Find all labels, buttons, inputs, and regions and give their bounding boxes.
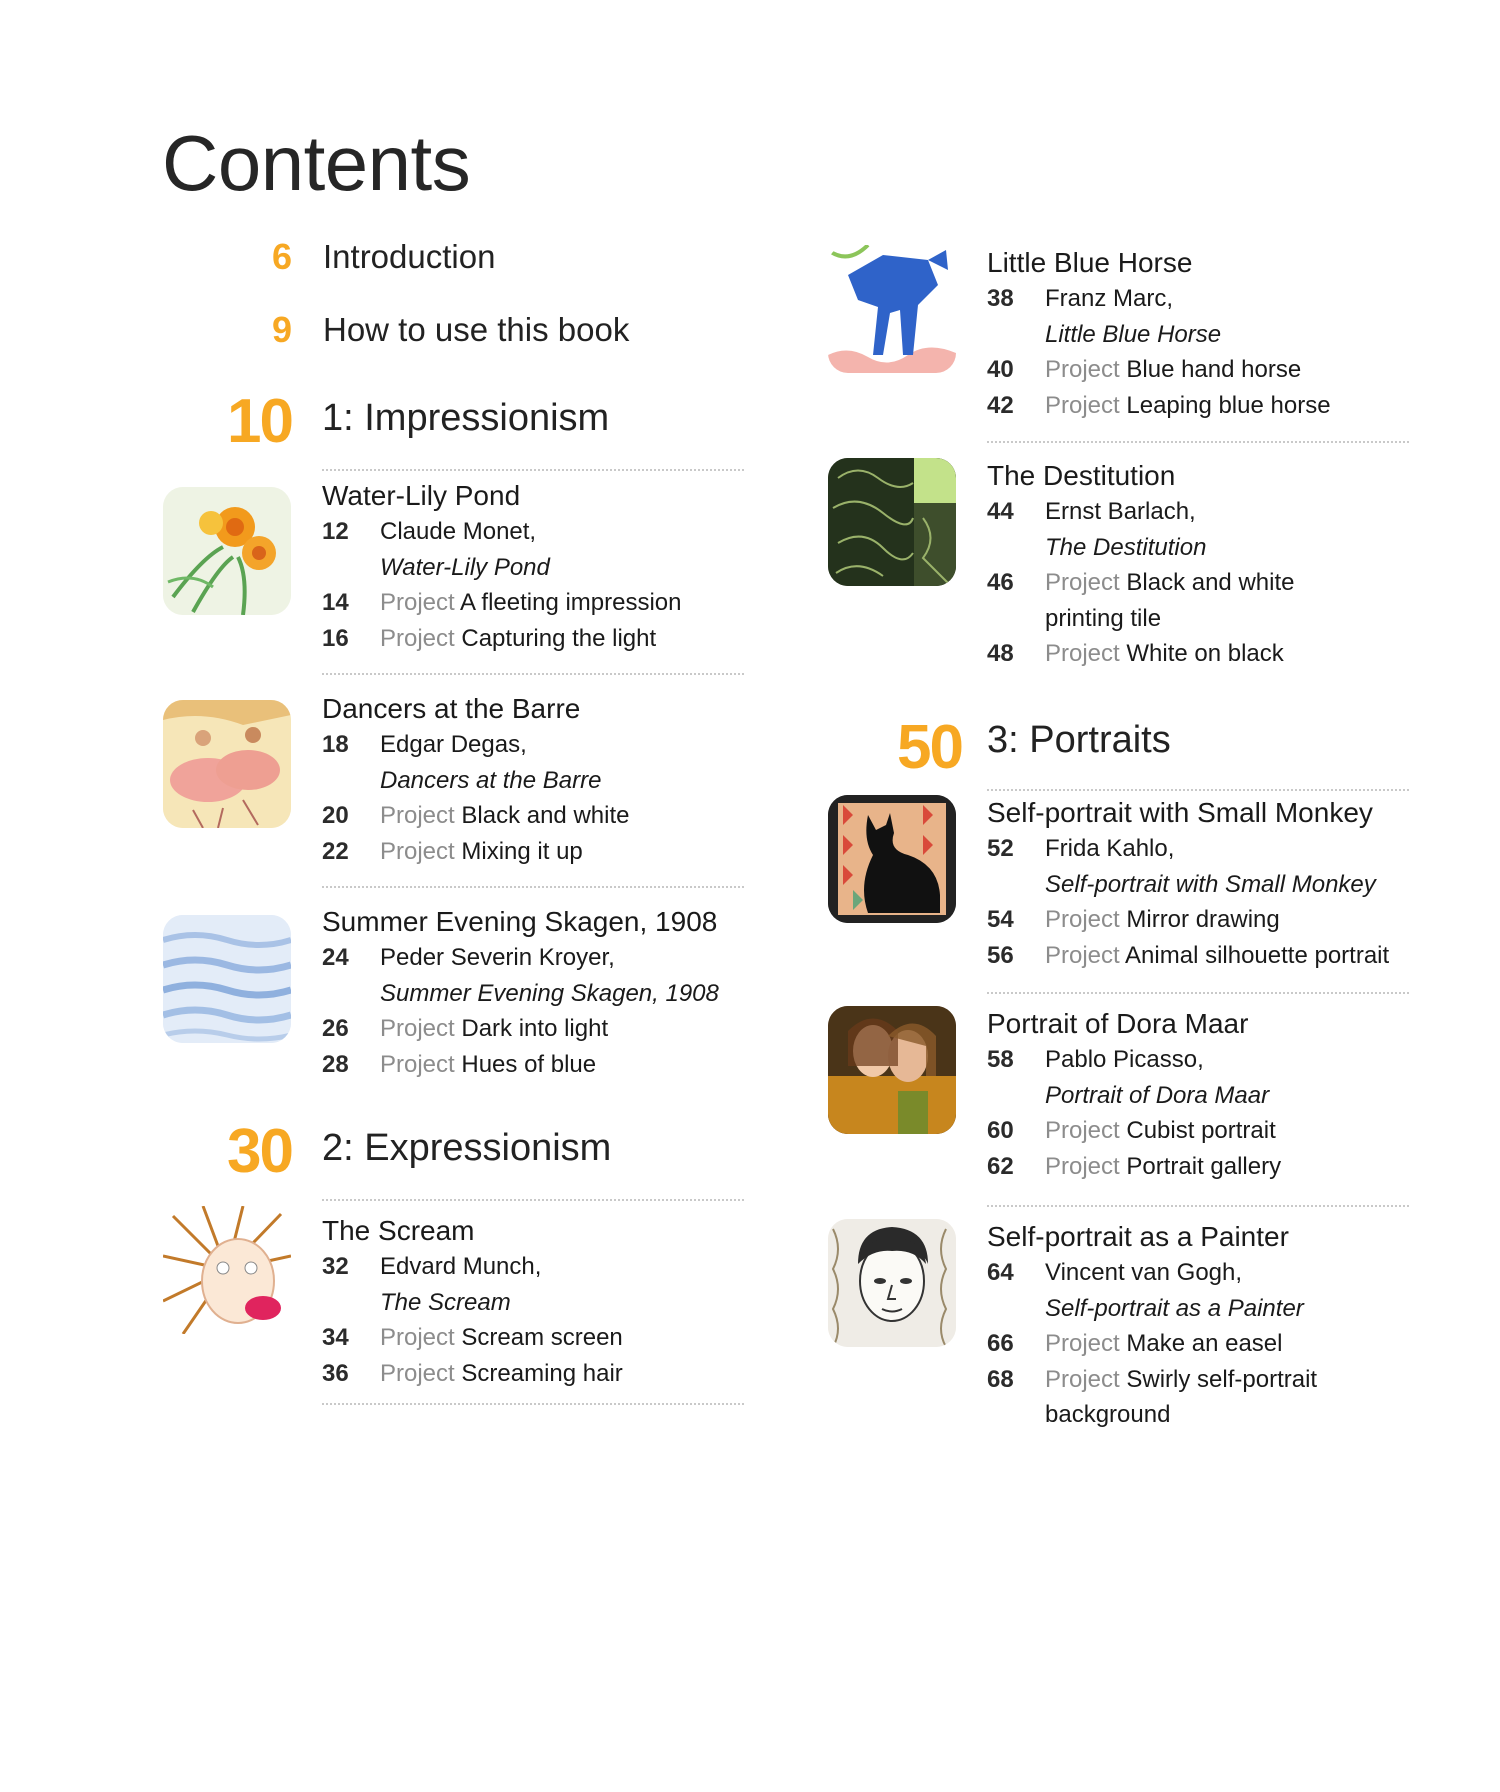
- entry-title: Little Blue Horse: [987, 247, 1193, 278]
- project-row: [322, 834, 742, 870]
- chapter-title: 1: Impressionism: [322, 397, 610, 439]
- page-number: 38: [987, 285, 1014, 312]
- project-row: [322, 798, 742, 834]
- divider: [987, 992, 1409, 994]
- project-title-continued: background: [1045, 1401, 1171, 1428]
- chapter-page-number: 50: [897, 713, 962, 782]
- artwork-row: [322, 976, 742, 1012]
- project-prefix: Project: [1045, 906, 1120, 933]
- artwork-title: Water-Lily Pond: [380, 553, 550, 581]
- entry-title: Summer Evening Skagen, 1908: [322, 906, 718, 937]
- project-prefix: Project: [380, 837, 455, 865]
- page-number: 44: [987, 498, 1014, 525]
- contents-entry: [987, 458, 1407, 672]
- project-prefix: Project: [380, 802, 455, 829]
- project-row: [322, 585, 742, 621]
- chapter-title: 2: Expressionism: [322, 1127, 612, 1169]
- artist-name: Ernst Barlach,: [1045, 498, 1196, 525]
- front-page-number: 9: [271, 309, 292, 350]
- dancers-thumbnail: [163, 700, 291, 828]
- entry-title: The Scream: [322, 1215, 475, 1246]
- page-number: 54: [987, 906, 1014, 933]
- project-title: Portrait gallery: [1126, 1152, 1282, 1180]
- project-title-continued: printing tile: [1045, 604, 1162, 632]
- project-row: [987, 565, 1407, 601]
- project-title: Leaping blue horse: [1126, 391, 1331, 419]
- blue-hand-horse-thumbnail: [828, 245, 956, 373]
- artist-row: [322, 940, 742, 976]
- artwork-row: [987, 530, 1407, 566]
- chapter-page-number: 30: [227, 1117, 292, 1186]
- project-prefix: Project: [380, 1324, 455, 1351]
- page-number: 46: [987, 569, 1014, 596]
- project-row: [322, 621, 742, 657]
- page-number: 32: [322, 1253, 349, 1280]
- project-prefix: Project: [1045, 941, 1120, 969]
- divider: [322, 673, 744, 675]
- front-item-label: How to use this book: [323, 311, 630, 348]
- project-prefix: Project: [1045, 391, 1120, 419]
- project-prefix: Project: [380, 589, 455, 616]
- project-prefix: Project: [1045, 1117, 1120, 1144]
- page-number: 40: [987, 356, 1014, 383]
- contents-entry: [322, 1213, 742, 1391]
- artist-name: Edgar Degas,: [380, 731, 527, 758]
- page-number: 18: [322, 731, 349, 758]
- artist-row: [987, 1255, 1407, 1291]
- artwork-title: Self-portrait with Small Monkey: [1045, 870, 1376, 898]
- project-title: Black and white: [1126, 569, 1295, 596]
- entry-title: Self-portrait as a Painter: [987, 1221, 1289, 1252]
- project-row: [322, 1320, 742, 1356]
- artwork-row: [987, 1078, 1407, 1114]
- artwork-row: [322, 763, 742, 799]
- page-number: 22: [322, 837, 349, 865]
- contents-entry: [987, 795, 1407, 973]
- project-prefix: Project: [380, 1015, 455, 1042]
- divider: [322, 1199, 744, 1201]
- project-title: Mirror drawing: [1126, 906, 1280, 933]
- divider: [322, 469, 744, 471]
- contents-entry: [322, 478, 742, 656]
- artwork-title: Summer Evening Skagen, 1908: [380, 979, 719, 1007]
- project-title: Capturing the light: [461, 624, 657, 652]
- project-row: [987, 1362, 1407, 1398]
- project-prefix: Project: [1045, 1152, 1120, 1180]
- project-row: [987, 1149, 1407, 1185]
- project-row: [987, 1113, 1407, 1149]
- project-prefix: Project: [380, 624, 455, 652]
- entry-title: The Destitution: [987, 460, 1176, 491]
- artwork-row: [987, 317, 1407, 353]
- artwork-row: [322, 550, 742, 586]
- artwork-row: [322, 1285, 742, 1321]
- project-prefix: Project: [1045, 1330, 1120, 1357]
- artist-row: [322, 727, 742, 763]
- blue-sea-thumbnail: [163, 915, 291, 1043]
- project-title: Mixing it up: [461, 837, 583, 865]
- scream-face-thumbnail: [163, 1206, 291, 1334]
- project-row: [322, 1047, 742, 1083]
- artwork-title: Self-portrait as a Painter: [1045, 1294, 1304, 1322]
- printing-tile-thumbnail: [828, 458, 956, 586]
- project-title: Scream screen: [461, 1324, 623, 1351]
- artwork-title: The Destitution: [1045, 533, 1207, 561]
- page-number: 68: [987, 1365, 1014, 1393]
- project-title: Swirly self-portrait: [1126, 1365, 1318, 1393]
- yellow-flowers-thumbnail: [163, 487, 291, 615]
- contents-entry: [322, 691, 742, 869]
- chapter-page-number: 10: [227, 387, 292, 456]
- page-number: 60: [987, 1117, 1014, 1144]
- page-number: 16: [322, 624, 349, 652]
- page-title: Contents: [162, 119, 471, 207]
- artwork-title: The Scream: [380, 1288, 511, 1316]
- artist-row: [987, 831, 1407, 867]
- cat-silhouette-thumbnail: [828, 795, 956, 923]
- project-row: [987, 636, 1407, 672]
- page-number: 26: [322, 1015, 349, 1042]
- contents-entry: [987, 1006, 1407, 1184]
- artist-row: [987, 1042, 1407, 1078]
- cubist-portrait-thumbnail: [828, 1006, 956, 1134]
- artist-name: Claude Monet,: [380, 518, 537, 545]
- front-item-label: Introduction: [323, 238, 496, 275]
- project-row-continued: [987, 1397, 1407, 1433]
- divider: [987, 441, 1409, 443]
- entry-title: Portrait of Dora Maar: [987, 1008, 1249, 1039]
- entry-title: Water-Lily Pond: [322, 480, 521, 511]
- artist-name: Pablo Picasso,: [1045, 1046, 1204, 1073]
- project-title: Dark into light: [461, 1015, 609, 1042]
- artist-row: [322, 514, 742, 550]
- page-number: 24: [322, 944, 349, 971]
- page-number: 52: [987, 835, 1014, 862]
- page-number: 42: [987, 391, 1014, 419]
- project-title: Cubist portrait: [1126, 1117, 1276, 1144]
- divider: [322, 886, 744, 888]
- project-title: Animal silhouette portrait: [1125, 941, 1390, 969]
- entry-title: Self-portrait with Small Monkey: [987, 797, 1373, 828]
- page-number: 58: [987, 1046, 1014, 1073]
- project-title: A fleeting impression: [460, 589, 682, 616]
- project-row: [987, 1326, 1407, 1362]
- page-number: 28: [322, 1050, 349, 1078]
- page-number: 48: [987, 640, 1014, 667]
- divider: [322, 1403, 744, 1405]
- artist-name: Frida Kahlo,: [1045, 835, 1175, 862]
- page-number: 12: [322, 518, 349, 545]
- artwork-row: [987, 867, 1407, 903]
- project-title: Make an easel: [1126, 1330, 1283, 1357]
- project-row: [987, 352, 1407, 388]
- page-number: 66: [987, 1330, 1014, 1357]
- artist-name: Edvard Munch,: [380, 1253, 542, 1280]
- project-title: Blue hand horse: [1126, 356, 1302, 383]
- artist-row: [322, 1249, 742, 1285]
- divider: [987, 1205, 1409, 1207]
- project-row: [322, 1356, 742, 1392]
- artist-name: Vincent van Gogh,: [1045, 1259, 1243, 1286]
- contents-entry: [322, 904, 742, 1082]
- project-title: Hues of blue: [461, 1050, 597, 1078]
- chapter-title: 3: Portraits: [987, 719, 1171, 761]
- project-prefix: Project: [1045, 569, 1120, 596]
- page-number: 64: [987, 1259, 1014, 1286]
- contents-entry: [987, 1219, 1407, 1433]
- divider: [987, 789, 1409, 791]
- artist-row: [987, 281, 1407, 317]
- project-prefix: Project: [1045, 356, 1120, 383]
- artwork-row: [987, 1291, 1407, 1327]
- contents-entry: [987, 245, 1407, 423]
- page-number: 56: [987, 941, 1014, 969]
- entry-title: Dancers at the Barre: [322, 693, 581, 724]
- page-number: 14: [322, 589, 349, 616]
- front-page-number: 6: [271, 236, 292, 277]
- artwork-title: Portrait of Dora Maar: [1045, 1081, 1270, 1109]
- page-number: 62: [987, 1152, 1014, 1180]
- project-title: Black and white: [461, 802, 630, 829]
- project-prefix: Project: [380, 1359, 455, 1387]
- project-title: Screaming hair: [461, 1359, 623, 1387]
- project-row: [322, 1011, 742, 1047]
- project-row: [987, 388, 1407, 424]
- project-title: White on black: [1126, 640, 1284, 667]
- project-row: [987, 902, 1407, 938]
- artist-name: Peder Severin Kroyer,: [380, 944, 615, 971]
- project-prefix: Project: [1045, 1365, 1120, 1393]
- artwork-title: Little Blue Horse: [1045, 320, 1222, 348]
- artwork-title: Dancers at the Barre: [380, 766, 602, 794]
- project-prefix: Project: [1045, 640, 1120, 667]
- project-row-continued: [987, 601, 1407, 637]
- project-row: [987, 938, 1407, 974]
- project-prefix: Project: [380, 1050, 455, 1078]
- page-number: 34: [322, 1324, 349, 1351]
- page-number: 36: [322, 1359, 349, 1387]
- face-drawing-thumbnail: [828, 1219, 956, 1347]
- artist-row: [987, 494, 1407, 530]
- artist-name: Franz Marc,: [1045, 285, 1174, 312]
- page-number: 20: [322, 802, 349, 829]
